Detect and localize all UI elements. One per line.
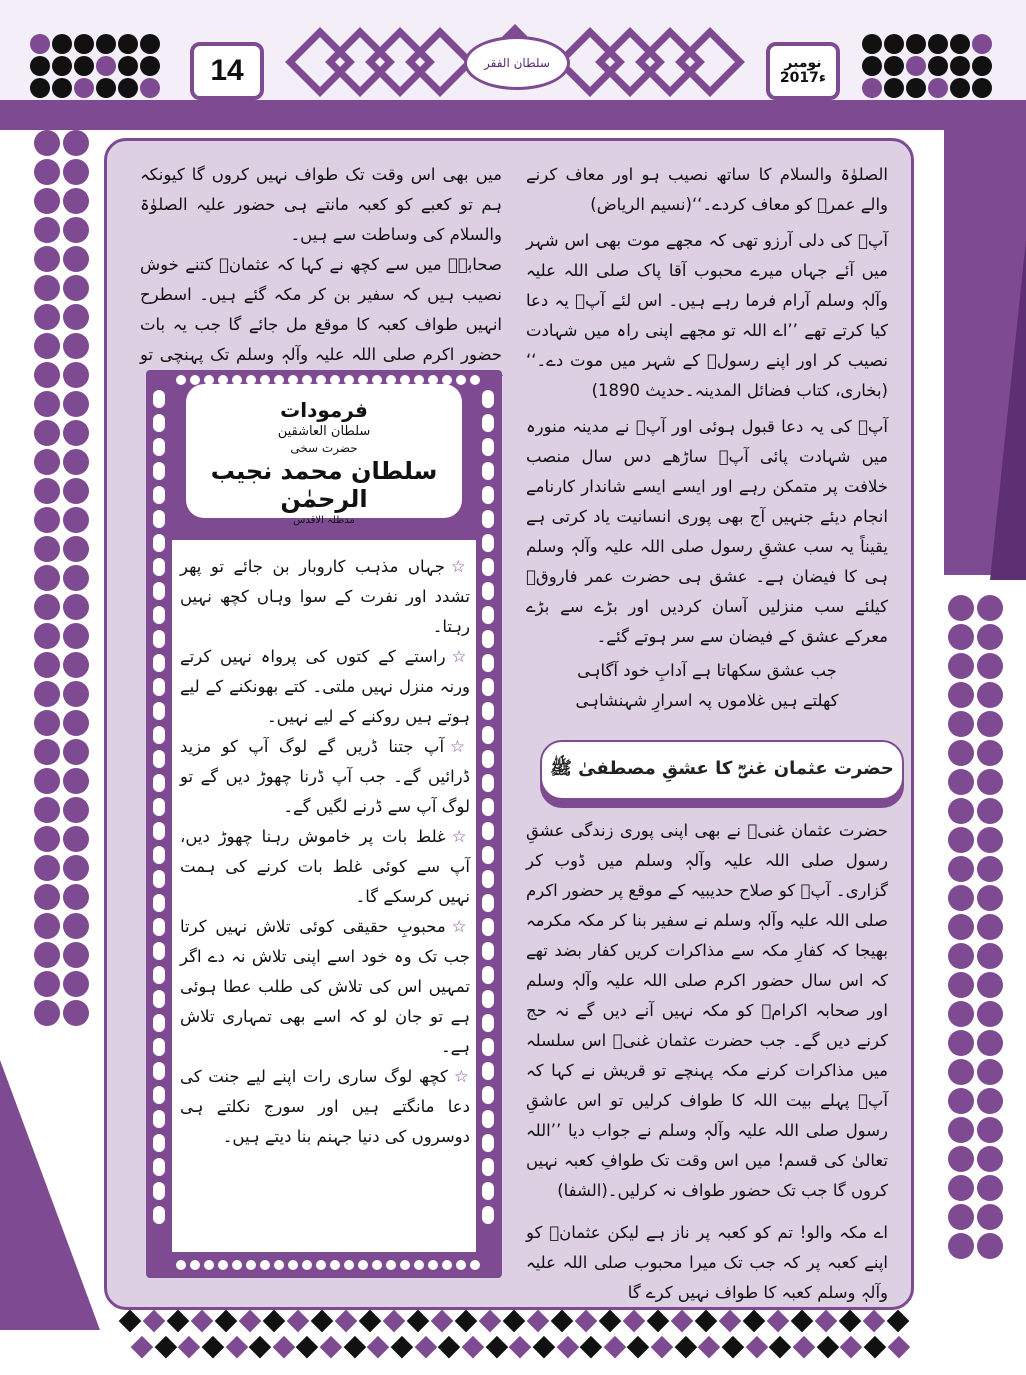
- diamond-ornament: [839, 1310, 862, 1333]
- diamond-ornament: [455, 1310, 478, 1333]
- diamond-ornament: [119, 1310, 142, 1333]
- diamond-ornament: [462, 1336, 484, 1358]
- star-icon: ☆: [453, 1067, 471, 1086]
- sayings-list: [180, 552, 470, 1152]
- saying-item: ☆غلط بات پر خاموش رہنا چھوڑ دیں، آپ سے کوئی غلط بات کرنے کی ہمت نہیں کرسکے گا۔: [180, 827, 470, 906]
- diamond-ornament: [167, 1310, 190, 1333]
- diamond-ornament: [745, 1336, 767, 1358]
- right-column-lower: [526, 816, 888, 1308]
- paragraph: اے مکہ والو! تم کو کعبہ پر ناز ہے لیکن عثمانؓ کو اپنے کعبہ پر کہ جب تک میرا محبوب صلی اللہ علیہ وآلہٖ وسلم کعبہ کا طواف نہیں کرے گا: [526, 1223, 888, 1302]
- sayings-suffix: مدظلہ الاقدس: [293, 515, 355, 526]
- diamond-ornament: [296, 1336, 318, 1358]
- diamond-ornament: [202, 1336, 224, 1358]
- saying-item: ☆کچھ لوگ ساری رات اپنے لیے جنت کی دعا مانگتے ہیں اور سورج نکلتے ہی دوسروں کی دنیا جہنم بنا دیتے ہیں۔: [180, 1067, 471, 1146]
- star-icon: ☆: [451, 647, 470, 666]
- paragraph: آپؓ کی دلی آرزو تھی کہ مجھے موت بھی اس شہر میں آئے جہاں میرے محبوب آقا پاک صلی اللہ علیہ وآلہٖ وسلم آرام فرما رہے ہیں۔ اس لئے آپؓ یہ دعا کیا کرتے تھے ’’اے اللہ تو مجھے اپنی راہ میں شہادت نصیب کر اور اپنے رسولؐ کے شہر میں موت دے۔‘‘ (بخاری، کتاب فضائل المدینہ۔حدیث 1890): [526, 231, 888, 400]
- star-icon: ☆: [451, 917, 471, 936]
- sayings-honorific: حضرت سخی: [290, 441, 358, 455]
- diamond-ornament: [722, 1336, 744, 1358]
- diamond-ornament: [431, 1310, 454, 1333]
- diamond-ornament: [599, 1310, 622, 1333]
- diamond-ornament: [695, 1310, 718, 1333]
- diamond-ornament: [533, 1336, 555, 1358]
- right-dot-column: [948, 595, 1003, 1259]
- diamond-ornament: [320, 1336, 342, 1358]
- diamond-ornament: [311, 1310, 334, 1333]
- paragraph: میں بھی اس وقت تک طواف نہیں کروں گا کیونکہ ہم تو کعبے کو کعبہ مانتے ہی حضور علیہ الصلوٰۃ والسلام کی وساطت سے ہیں۔: [140, 165, 502, 244]
- sayings-subtitle: سلطان العاشقین: [277, 424, 371, 439]
- header-dots-left: [30, 34, 160, 98]
- diamond-ornament: [767, 1310, 790, 1333]
- diamond-ornament: [815, 1310, 838, 1333]
- sayings-title: فرمودات: [280, 398, 368, 422]
- diamond-ornament: [623, 1310, 646, 1333]
- diamond-ornament: [272, 1336, 294, 1358]
- header-strip: [0, 100, 1026, 130]
- diamond-ornament: [575, 1310, 598, 1333]
- diamond-ornament: [887, 1336, 909, 1358]
- left-accent-triangle: [0, 1060, 100, 1330]
- diamond-ornament: [863, 1336, 885, 1358]
- diamond-ornament: [359, 1310, 382, 1333]
- diamond-ornament: [509, 1336, 531, 1358]
- diamond-ornament: [225, 1336, 247, 1358]
- left-column: [140, 160, 502, 400]
- star-icon: ☆: [451, 827, 470, 846]
- saying-item: ☆راستے کے کتوں کی پرواہ نہیں کرتے ورنہ منزل نہیں ملتی۔ کتے بھونکنے کے لیے ہوتے ہیں روکنے کے لیے نہیں۔: [180, 647, 470, 726]
- film-holes-right: [482, 390, 494, 1224]
- diamond-ornament: [407, 1310, 430, 1333]
- couplet-line: جب عشق سکھاتا ہے آدابِ خود آگاہی: [577, 661, 837, 680]
- diamond-ornament: [383, 1310, 406, 1333]
- couplet-line: کھلتے ہیں غلاموں پہ اسرارِ شہنشاہی: [575, 691, 839, 710]
- diamond-ornament: [367, 1336, 389, 1358]
- diamond-ornament: [627, 1336, 649, 1358]
- footer-diamond-pattern: [110, 1308, 910, 1372]
- paragraph: صحابہؓ میں سے کچھ نے کہا کہ عثمانؓ کتنے خوش نصیب ہیں کہ سفیر بن کر مکہ گئے ہیں۔ اسطرح انہیں طواف کعبہ کا موقع مل جائے گا جب یہ بات حضور اکرم صلی اللہ علیہ وآلہٖ وسلم تک پہنچی تو: [140, 255, 502, 364]
- diamond-ornament: [551, 1310, 574, 1333]
- diamond-ornament: [485, 1336, 507, 1358]
- diamond-ornament: [698, 1336, 720, 1358]
- section-heading: حضرت عثمان غنیؓ کا عشقِ مصطفیٰ ﷺ: [540, 740, 904, 800]
- paragraph: حضرت عثمان غنیؓ نے بھی اپنی پوری زندگی عشقِ رسول صلی اللہ علیہ وآلہٖ وسلم میں ڈوب کر گزاری۔ آپؓ کو صلاح حدیبیہ کے موقع پر حضور اکرم صلی اللہ علیہ وآلہٖ وسلم نے سفیر بنا کر مکہ مکرمہ بھیجا کہ کفارِ مکہ سے مذاکرات کریں کفار بضد تھے کہ اس سال حضور اکرم صلی اللہ علیہ وآلہٖ وسلم اور صحابہ اکرامؓ کو مکہ نہیں آنے دیں گے نہ حج کرنے دیں گے۔ جب حضرت عثمان غنیؓ اس سلسلہ میں مذاکرات کرنے مکہ پہنچے تو قریش نے کہا کہ آپؓ پہلے بیت اللہ کا طواف کرلیں تو اس عاشقِ رسول صلی اللہ علیہ وآلہٖ وسلم نے جواب دیا ’’اللہ تعالیٰ کی قسم! میں اس وقت تک طوافِ کعبہ نہیں کروں گا جب تک حضور طواف نہ کرلیں۔(الشفا): [526, 821, 888, 1200]
- right-column: [526, 160, 888, 716]
- diamond-ornament: [647, 1310, 670, 1333]
- diamond-ornament: [154, 1336, 176, 1358]
- diamond-ornament: [287, 1310, 310, 1333]
- diamond-ornament: [863, 1310, 886, 1333]
- diamond-ornament: [414, 1336, 436, 1358]
- diamond-ornament: [840, 1336, 862, 1358]
- sayings-title-card: [186, 384, 462, 526]
- header-dots-right: [862, 34, 992, 98]
- sayings-name: سلطان محمد نجیب الرحمٰن: [210, 457, 438, 513]
- diamond-ornament: [263, 1310, 286, 1333]
- diamond-ornament: [791, 1310, 814, 1333]
- left-dot-column: [34, 130, 89, 1026]
- page-number: 14: [190, 42, 264, 100]
- diamond-ornament: [674, 1336, 696, 1358]
- diamond-ornament: [178, 1336, 200, 1358]
- diamond-ornament: [793, 1336, 815, 1358]
- diamond-ornament: [479, 1310, 502, 1333]
- diamond-ornament: [769, 1336, 791, 1358]
- diamond-ornament: [391, 1336, 413, 1358]
- film-dots-bottom: [176, 1260, 480, 1270]
- diamond-ornament: [215, 1310, 238, 1333]
- saying-item: ☆محبوبِ حقیقی کوئی تلاش نہیں کرتا جب تک وہ خود اسے اپنی تلاش نہ دے اگر تمہیں اس کی تلاش کی طلب عطا ہوئی ہے تو جان لو کہ اسے بھی تمہاری تلاش ہے۔: [180, 917, 471, 1056]
- paragraph: آپؓ کی یہ دعا قبول ہوئی اور آپؓ نے مدینہ منورہ میں شہادت پائی آپؓ ساڑھے دس سال منصب خلافت پر متمکن رہے اور ایسے ایسے شاندار کارنامے انجام دیئے جنہیں آج بھی پوری انسانیت یاد کرتی ہے یقیناً یہ سب عشقِ رسول صلی اللہ علیہ وآلہٖ وسلم ہی کا فیضان ہے۔ عشق ہی حضرت عمر فاروقؓ کیلئے سب منزلیں آسان کردیں اور بڑے سے بڑے معرکے عشق کے فیضان سے سر ہوتے گئے۔: [526, 417, 888, 646]
- diamond-ornament: [343, 1336, 365, 1358]
- saying-item: ☆آپ جتنا ڈریں گے لوگ آپ کو مزید ڈرائیں گے۔ جب آپ ڈرنا چھوڑ دیں گے تو لوگ آپ سے ڈرنے لگیں گے۔: [180, 737, 470, 816]
- diamond-ornament: [335, 1310, 358, 1333]
- star-icon: ☆: [450, 737, 470, 756]
- saying-item: ☆جہاں مذہب کاروبار بن جائے تو پھر تشدد اور نفرت کے سوا وہاں کچھ نہیں رہتا۔: [180, 557, 470, 636]
- poetry-couplet: [526, 656, 888, 716]
- diamond-ornament: [527, 1310, 550, 1333]
- diamond-ornament: [556, 1336, 578, 1358]
- diamond-ornament: [651, 1336, 673, 1358]
- right-accent-triangle: [990, 240, 1026, 580]
- diamond-ornament: [131, 1336, 153, 1358]
- diamond-ornament: [603, 1336, 625, 1358]
- diamond-ornament: [239, 1310, 262, 1333]
- diamond-ornament: [743, 1310, 766, 1333]
- diamond-ornament: [249, 1336, 271, 1358]
- paragraph: الصلوٰۃ والسلام کا ساتھ نصیب ہو اور معاف کرنے والے عمرؓ کو معاف کردے۔‘‘(نسیم الریاض): [526, 165, 888, 214]
- diamond-ornament: [143, 1310, 166, 1333]
- issue-date: [766, 42, 840, 100]
- diamond-ornament: [191, 1310, 214, 1333]
- diamond-ornament: [503, 1310, 526, 1333]
- issue-month: نومبر: [784, 55, 822, 72]
- diamond-ornament: [580, 1336, 602, 1358]
- diamond-ornament: [671, 1310, 694, 1333]
- diamond-ornament: [887, 1310, 910, 1333]
- film-holes-left: [153, 390, 165, 1224]
- diamond-ornament: [816, 1336, 838, 1358]
- issue-year: 2017ء: [779, 70, 827, 86]
- diamond-ornament: [719, 1310, 742, 1333]
- diamond-ornament: [438, 1336, 460, 1358]
- star-icon: ☆: [450, 557, 470, 576]
- magazine-logo: سلطان الفقر: [464, 36, 570, 90]
